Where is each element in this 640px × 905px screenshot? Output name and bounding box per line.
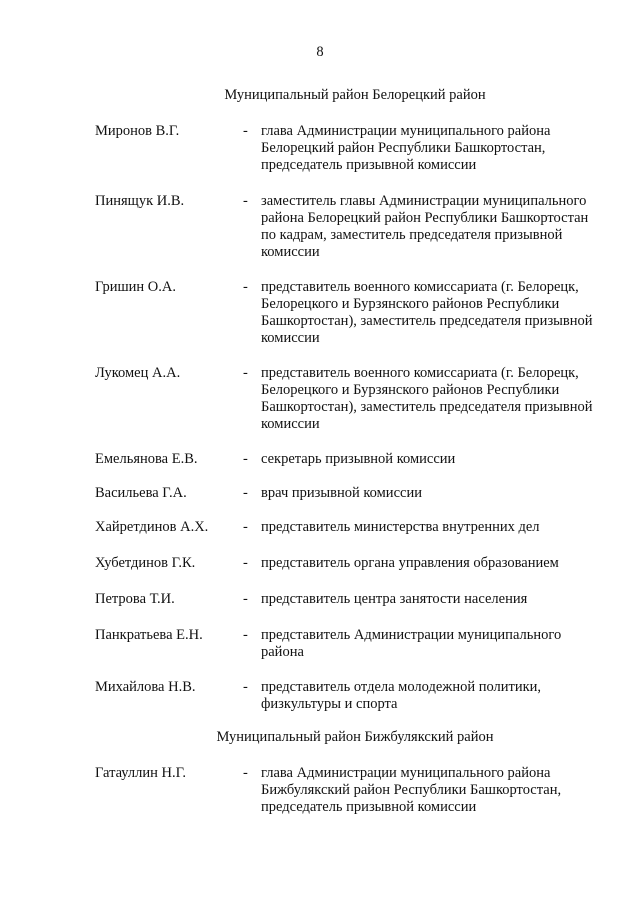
member-name: Васильева Г.А.: [95, 485, 187, 501]
member-name: Лукомец А.А.: [95, 365, 181, 381]
member-role: представитель военного комиссариата (г. Белорецк, Белорецкого и Бурзянского районов Республики Башкортостан), заместитель председателя призывной комиссии: [261, 279, 593, 346]
member-dash: -: [243, 451, 248, 467]
member-name: Хайретдинов А.Х.: [95, 519, 209, 535]
member-role: заместитель главы Администрации муниципального района Белорецкий район Республики Башкортостан по кадрам, заместитель председателя призывной комиссии: [261, 193, 589, 260]
page-number: 8: [316, 44, 324, 60]
member-dash: -: [243, 365, 248, 381]
member-role: глава Администрации муниципального района Бижбулякский район Республики Башкортостан, председатель призывной комиссии: [261, 765, 562, 815]
member-role: представитель военного комиссариата (г. Белорецк, Белорецкого и Бурзянского районов Республики Башкортостан), заместитель председателя призывной комиссии: [261, 365, 593, 432]
member-name: Гришин О.А.: [95, 279, 176, 295]
member-role: представитель центра занятости населения: [261, 591, 528, 607]
member-name: Емельянова Е.В.: [95, 451, 198, 467]
member-dash: -: [243, 679, 248, 695]
section-heading-bizhbulyak: Муниципальный район Бижбулякский район: [216, 729, 494, 745]
member-role: врач призывной комиссии: [261, 485, 422, 501]
member-dash: -: [243, 485, 248, 501]
member-name: Миронов В.Г.: [95, 123, 180, 139]
member-dash: -: [243, 627, 248, 643]
member-role: представитель министерства внутренних дел: [261, 519, 540, 535]
member-name: Михайлова Н.В.: [95, 679, 196, 695]
member-dash: -: [243, 123, 248, 139]
member-dash: -: [243, 519, 248, 535]
member-name: Петрова Т.И.: [95, 591, 175, 607]
member-dash: -: [243, 555, 248, 571]
member-role: секретарь призывной комиссии: [261, 451, 456, 467]
member-role: представитель органа управления образованием: [261, 555, 559, 571]
member-name: Пинящук И.В.: [95, 193, 185, 209]
section-heading-beloretsk: Муниципальный район Белорецкий район: [224, 87, 486, 103]
member-name: Хубетдинов Г.К.: [95, 555, 196, 571]
member-dash: -: [243, 765, 248, 781]
member-dash: -: [243, 279, 248, 295]
member-role: глава Администрации муниципального района Белорецкий район Республики Башкортостан, председатель призывной комиссии: [261, 123, 551, 173]
member-role: представитель отдела молодежной политики, физкультуры и спорта: [261, 679, 542, 712]
member-name: Гатауллин Н.Г.: [95, 765, 186, 781]
member-dash: -: [243, 591, 248, 607]
member-role: представитель Администрации муниципального района: [261, 627, 562, 660]
member-name: Панкратьева Е.Н.: [95, 627, 203, 643]
member-dash: -: [243, 193, 248, 209]
